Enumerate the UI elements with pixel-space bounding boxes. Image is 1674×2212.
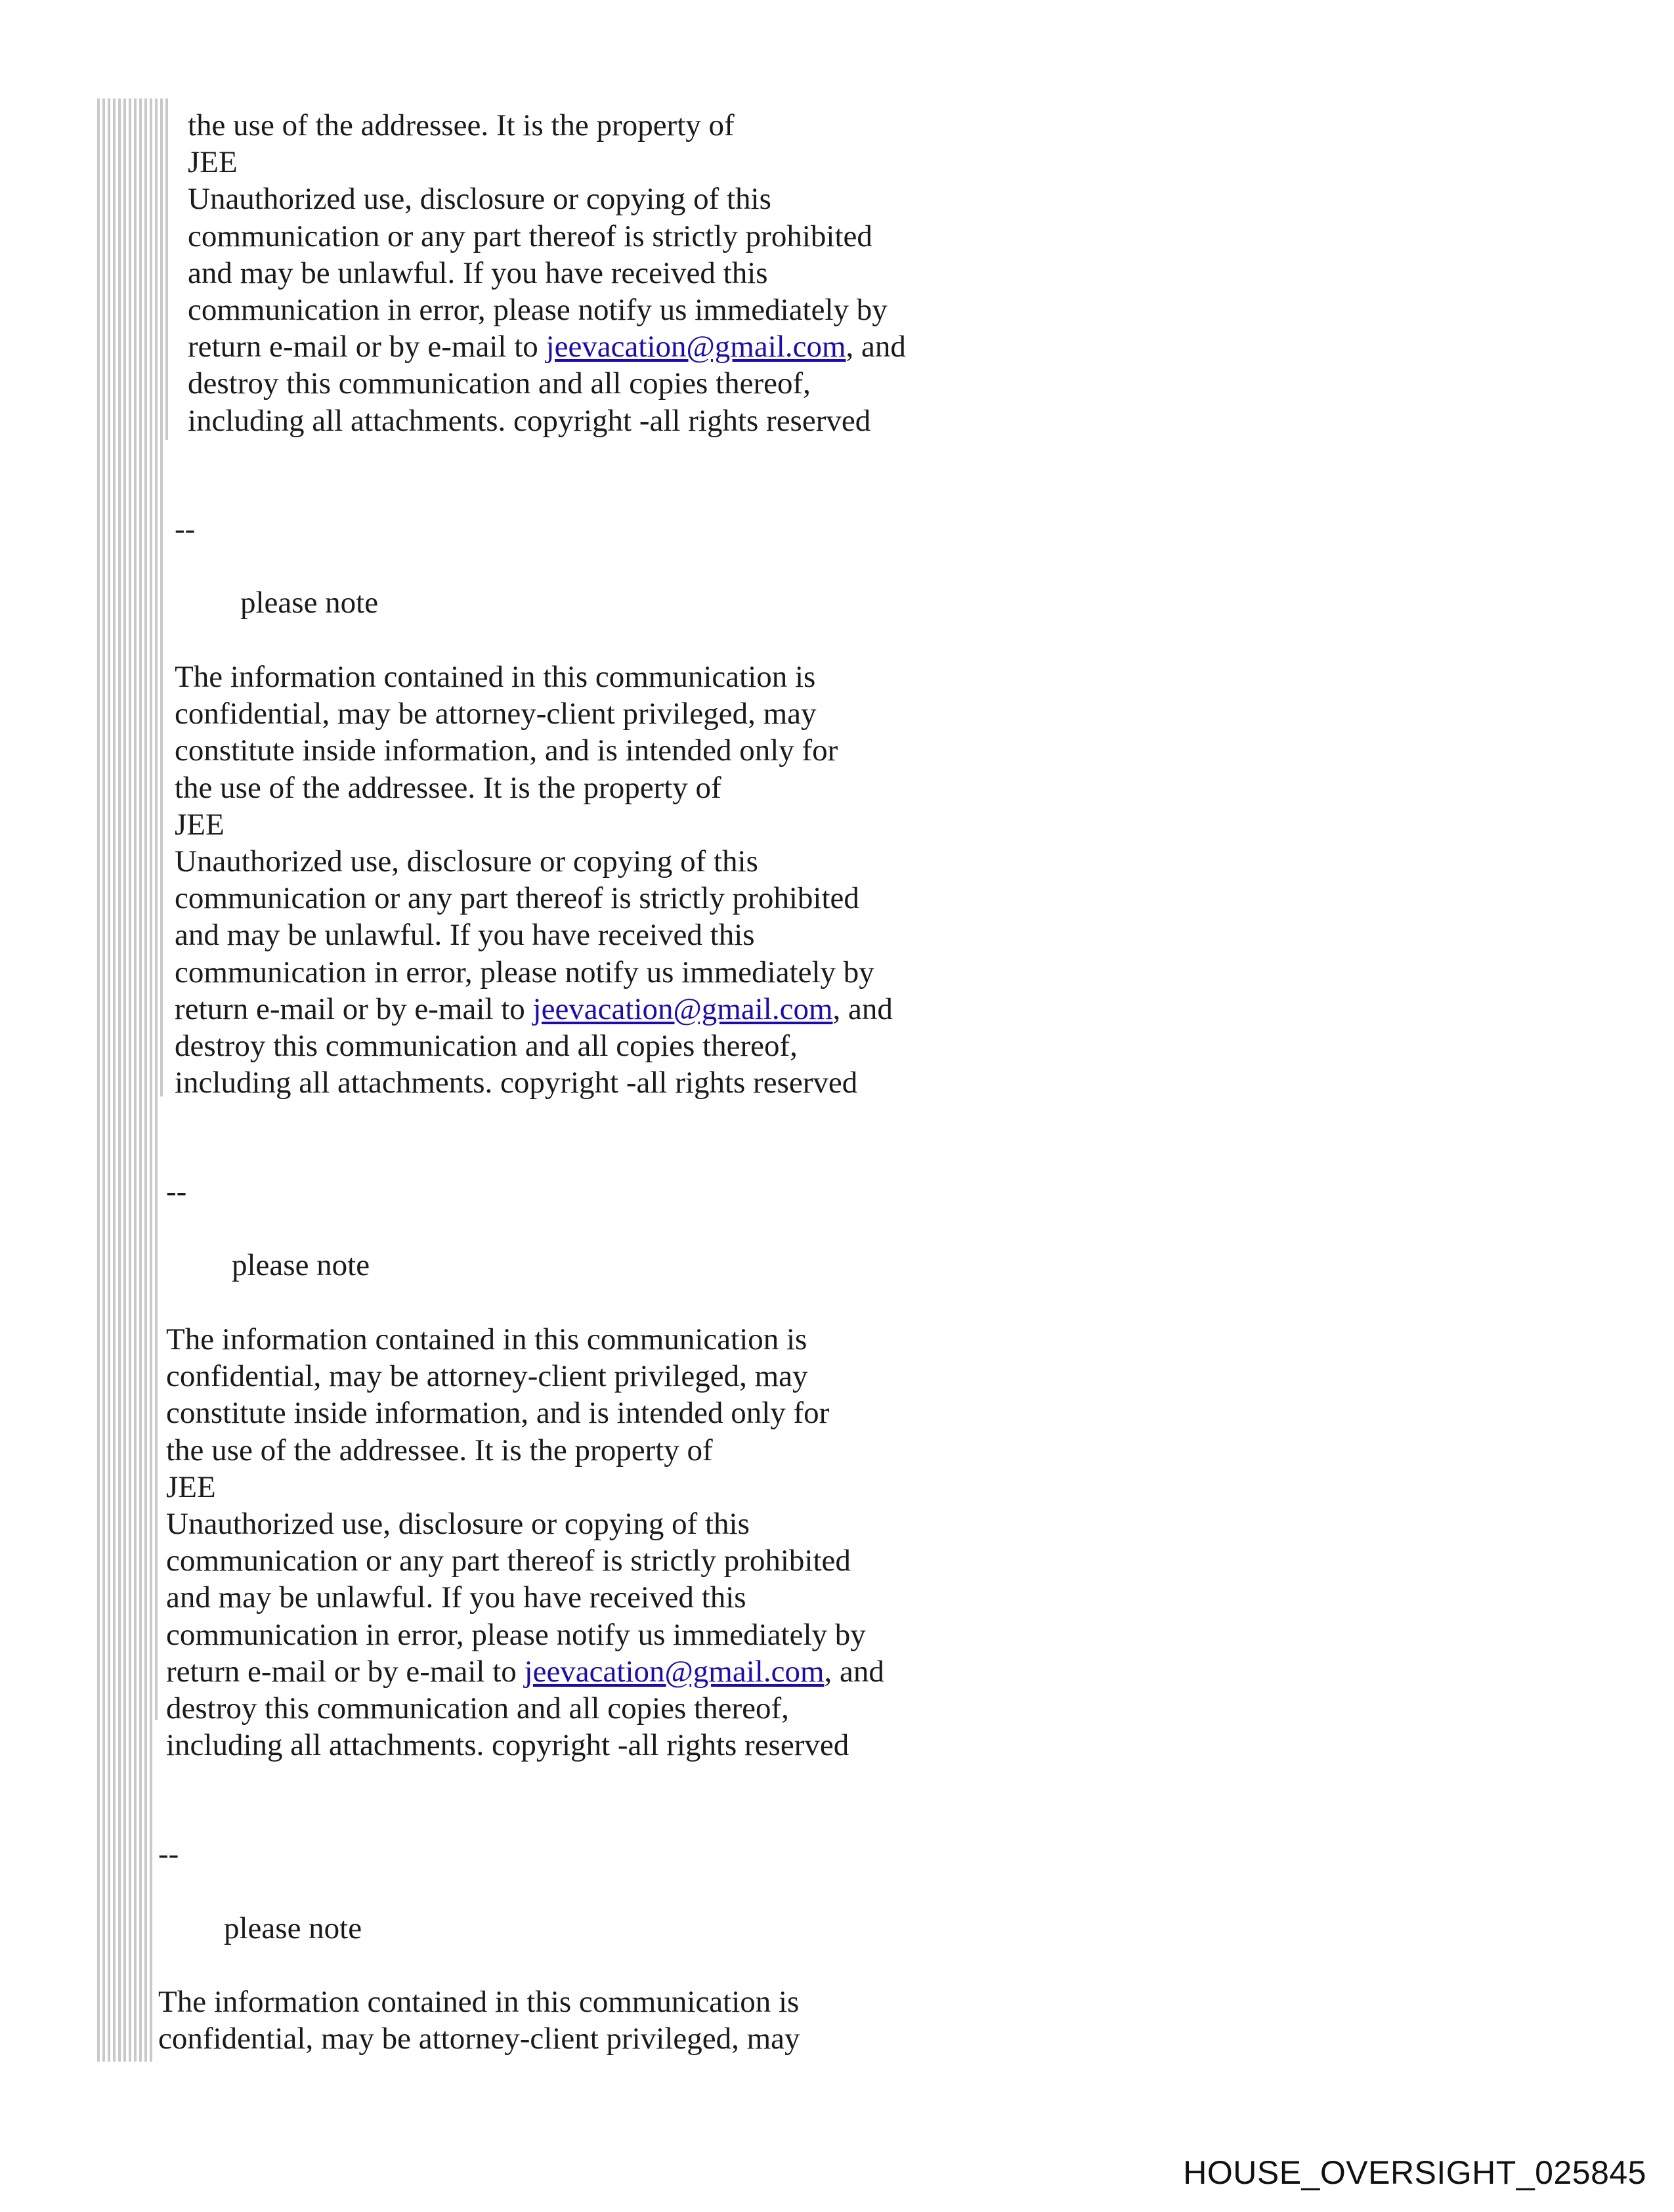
disclaimer-line: confidential, may be attorney-client privileged, may xyxy=(175,697,817,731)
quote-bar xyxy=(165,98,168,440)
disclaimer-line: confidential, may be attorney-client privileged, may xyxy=(158,2022,800,2056)
disclaimer-line: and may be unlawful. If you have received this xyxy=(188,255,768,290)
disclaimer-line: The information contained in this communication is xyxy=(175,660,816,694)
disclaimer-line: communication or any part thereof is strictly prohibited xyxy=(188,219,872,253)
quote-bar xyxy=(155,98,158,1720)
disclaimer-line: destroy this communication and all copies thereof, xyxy=(175,1028,798,1063)
disclaimer-block xyxy=(166,1321,884,1764)
disclaimer-line: Unauthorized use, disclosure or copying of this xyxy=(175,844,758,878)
quote-bar xyxy=(160,98,163,1096)
disclaimer-line: the use of the addressee. It is the property of xyxy=(175,770,721,805)
disclaimer-line: the use of the addressee. It is the property of xyxy=(166,1433,713,1467)
please-note-heading: please note xyxy=(224,1911,362,1945)
disclaimer-line-email xyxy=(175,991,893,1028)
disclaimer-block xyxy=(175,659,893,1101)
disclaimer-line: confidential, may be attorney-client privileged, may xyxy=(166,1359,808,1394)
disclaimer-line: including all attachments. copyright -all rights reserved xyxy=(188,403,871,438)
disclaimer-block-bottom xyxy=(158,1984,800,2057)
email-suffix: , and xyxy=(846,330,906,364)
quote-bar xyxy=(134,98,137,2062)
email-suffix: , and xyxy=(824,1654,884,1689)
email-suffix: , and xyxy=(832,991,893,1026)
disclaimer-line: and may be unlawful. If you have received this xyxy=(166,1580,746,1615)
quote-bar xyxy=(144,98,147,2062)
disclaimer-line: constitute inside information, and is intended only for xyxy=(175,733,838,768)
disclaimer-line: the use of the addressee. It is the property of xyxy=(188,108,735,142)
disclaimer-line: The information contained in this communication is xyxy=(158,1985,800,2019)
disclaimer-line: and may be unlawful. If you have received this xyxy=(175,918,755,953)
quote-bar xyxy=(113,98,116,2062)
disclaimer-line: destroy this communication and all copies thereof, xyxy=(166,1691,789,1725)
quote-bar xyxy=(123,98,126,2062)
disclaimer-line: communication or any part thereof is strictly prohibited xyxy=(166,1544,851,1578)
email-link[interactable]: jeevacation@gmail.com xyxy=(532,991,833,1026)
quote-bar xyxy=(150,98,152,2062)
disclaimer-line: communication in error, please notify us immediately by xyxy=(188,292,888,327)
email-link[interactable]: jeevacation@gmail.com xyxy=(524,1654,825,1689)
disclaimer-line-email xyxy=(188,328,906,365)
signature-separator: -- xyxy=(166,1175,187,1209)
disclaimer-line: JEE xyxy=(166,1469,216,1504)
disclaimer-line: destroy this communication and all copies thereof, xyxy=(188,366,811,401)
please-note-heading: please note xyxy=(232,1248,370,1282)
quote-bar xyxy=(102,98,105,2062)
disclaimer-line-text: return e-mail or by e-mail to xyxy=(166,1654,517,1689)
disclaimer-line: including all attachments. copyright -all rights reserved xyxy=(175,1066,858,1100)
disclaimer-line: Unauthorized use, disclosure or copying of this xyxy=(188,182,771,217)
disclaimer-line: communication in error, please notify us immediately by xyxy=(175,955,874,989)
bates-number: HOUSE_OVERSIGHT_025845 xyxy=(1183,2154,1646,2191)
disclaimer-line: Unauthorized use, disclosure or copying of this xyxy=(166,1506,750,1541)
disclaimer-block-top xyxy=(188,107,906,439)
disclaimer-line: communication or any part thereof is strictly prohibited xyxy=(175,881,859,916)
disclaimer-line-text: return e-mail or by e-mail to xyxy=(175,991,525,1026)
quote-bar xyxy=(129,98,131,2062)
disclaimer-line: The information contained in this communication is xyxy=(166,1322,807,1356)
quote-bar xyxy=(108,98,110,2062)
email-link[interactable]: jeevacation@gmail.com xyxy=(546,330,846,364)
signature-separator: -- xyxy=(158,1837,179,1871)
disclaimer-line: communication in error, please notify us immediately by xyxy=(166,1617,866,1652)
disclaimer-line-email xyxy=(166,1653,884,1690)
disclaimer-line: constitute inside information, and is intended only for xyxy=(166,1396,830,1431)
disclaimer-line: JEE xyxy=(188,145,238,180)
signature-separator: -- xyxy=(175,512,196,546)
quote-bar xyxy=(139,98,142,2062)
disclaimer-line-text: return e-mail or by e-mail to xyxy=(188,330,538,364)
quote-bar xyxy=(97,98,100,2062)
disclaimer-line: including all attachments. copyright -all rights reserved xyxy=(166,1728,849,1763)
please-note-heading: please note xyxy=(240,586,379,620)
disclaimer-line: JEE xyxy=(175,807,225,842)
quote-bar xyxy=(118,98,121,2062)
